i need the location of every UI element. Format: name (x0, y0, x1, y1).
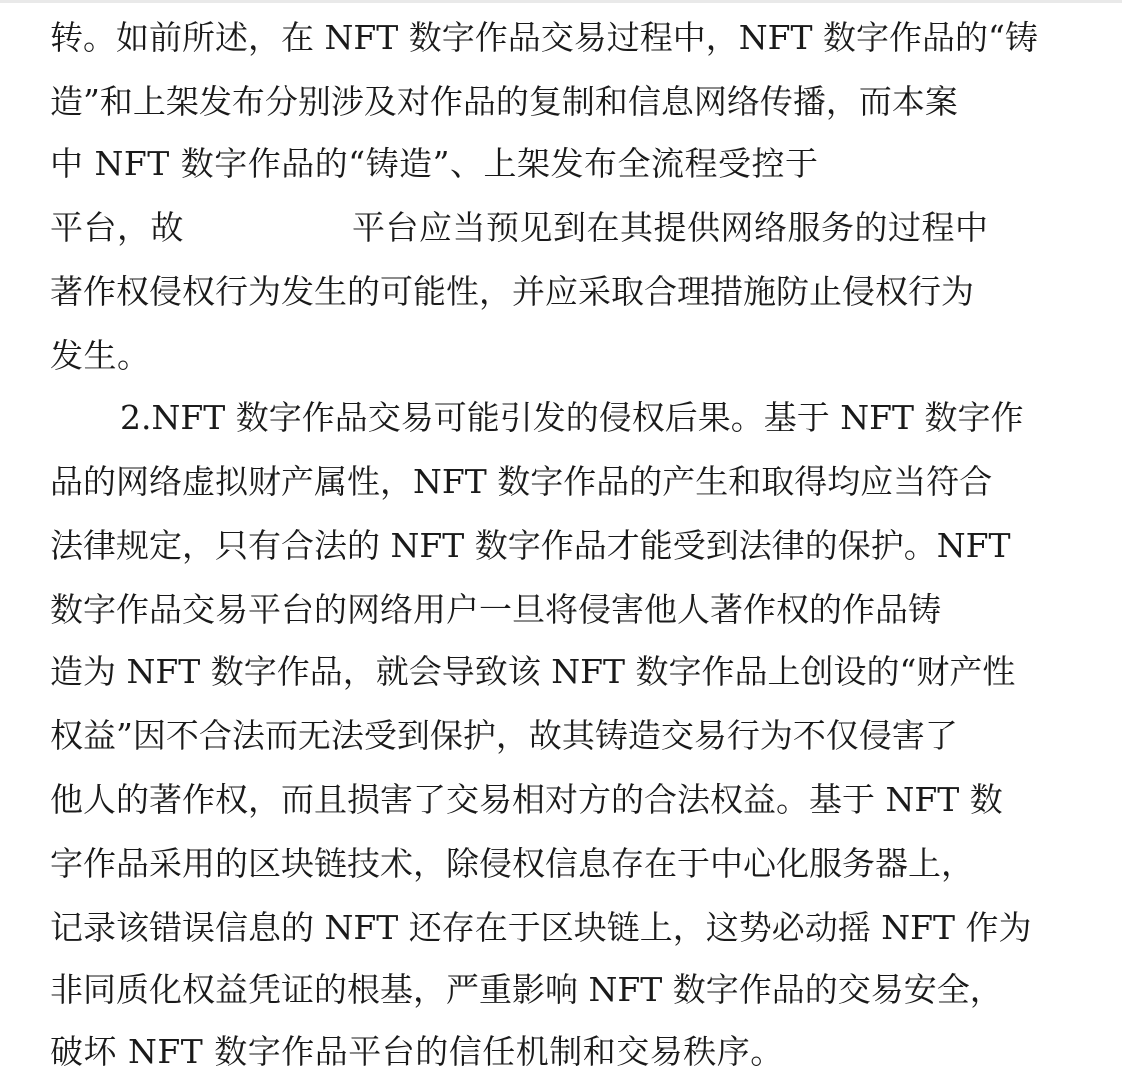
text-segment: 平台应当预见到在其提供网络服务的过程中 (352, 208, 989, 247)
text-segment: 转。如前所述，在 NFT 数字作品交易过程中，NFT 数字作品的“铸 (50, 18, 1038, 57)
text-segment: 破坏 NFT 数字作品平台的信任机制和交易秩序。 (50, 1032, 784, 1071)
text-segment: 非同质化权益凭证的根基，严重影响 NFT 数字作品的交易安全， (50, 970, 1003, 1009)
text-line-10 (50, 578, 1062, 642)
top-divider (0, 0, 1122, 3)
text-line-1 (50, 6, 1062, 70)
text-segment: 平台，故 (50, 208, 184, 247)
text-segment: 2.NFT 数字作品交易可能引发的侵权后果。基于 NFT 数字作 (120, 398, 1024, 437)
text-segment: 数字作品交易平台的网络用户一旦将侵害他人著作权的作品铸 (50, 590, 941, 629)
text-segment: 记录该错误信息的 NFT 还存在于区块链上，这势必动摇 NFT 作为 (50, 908, 1032, 947)
text-line-16 (50, 958, 1062, 1022)
text-line-13 (50, 768, 1062, 832)
text-segment: 法律规定，只有合法的 NFT 数字作品才能受到法律的保护。NFT (50, 526, 1011, 565)
text-line-12 (50, 704, 1062, 768)
text-line-9 (50, 514, 1062, 578)
text-segment: 品的网络虚拟财产属性，NFT 数字作品的产生和取得均应当符合 (50, 462, 993, 501)
text-line-7 (120, 386, 1062, 450)
text-segment: 造”和上架发布分别涉及对作品的复制和信息网络传播，而本案 (50, 82, 958, 121)
text-line-11 (50, 640, 1062, 704)
text-line-8 (50, 450, 1062, 514)
text-line-3 (50, 132, 1062, 196)
text-line-4 (50, 196, 1062, 260)
text-line-5 (50, 260, 1062, 324)
text-segment: 权益”因不合法而无法受到保护，故其铸造交易行为不仅侵害了 (50, 716, 958, 755)
text-segment: 著作权侵权行为发生的可能性，并应采取合理措施防止侵权行为 (50, 272, 974, 311)
text-segment: 发生。 (50, 336, 151, 375)
text-segment: 字作品采用的区块链技术，除侵权信息存在于中心化服务器上， (50, 844, 974, 883)
text-segment: 造为 NFT 数字作品，就会导致该 NFT 数字作品上创设的“财产性 (50, 652, 1016, 691)
text-segment: 中 NFT 数字作品的“铸造”、上架发布全流程受控于 (50, 144, 819, 183)
text-line-14 (50, 832, 1062, 896)
text-segment: 他人的著作权，而且损害了交易相对方的合法权益。基于 NFT 数 (50, 780, 1003, 819)
text-line-2 (50, 70, 1062, 134)
text-line-17 (50, 1020, 1062, 1074)
text-line-6 (50, 324, 1062, 388)
text-line-15 (50, 896, 1062, 960)
